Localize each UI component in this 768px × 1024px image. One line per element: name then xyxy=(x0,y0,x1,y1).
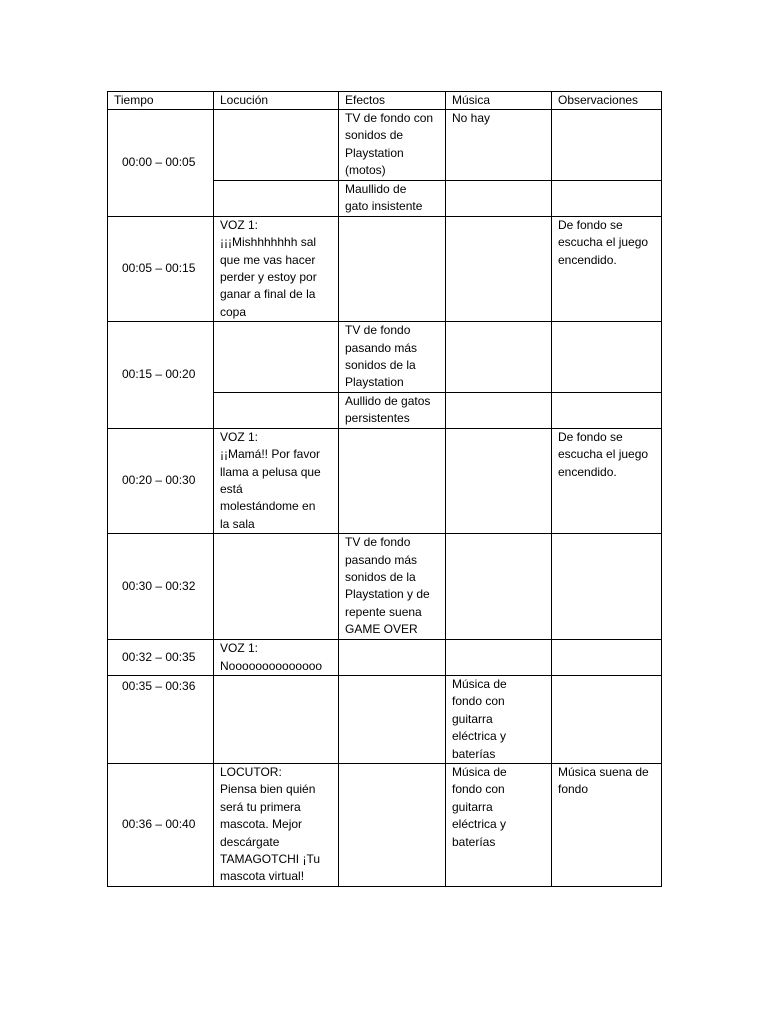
table-row xyxy=(108,640,662,676)
header-efectos: Efectos xyxy=(339,92,446,110)
cell-locucion: VOZ 1: Noooooooooooooo xyxy=(214,640,339,676)
cell-efectos: TV de fondo pasando más sonidos de la Playstation xyxy=(339,322,446,393)
cell-efectos xyxy=(339,675,446,763)
cell-observaciones: De fondo se escucha el juego encendido. xyxy=(552,216,662,321)
cell-observaciones: De fondo se escucha el juego encendido. xyxy=(552,428,662,533)
cell-efectos xyxy=(339,428,446,533)
table-row xyxy=(108,763,662,886)
cell-musica xyxy=(446,428,552,533)
cell-observaciones xyxy=(552,181,662,217)
cell-observaciones xyxy=(552,322,662,393)
cell-efectos: Maullido de gato insistente xyxy=(339,181,446,217)
cell-musica: Música de fondo con guitarra eléctrica y baterías xyxy=(446,763,552,886)
header-observaciones: Observaciones xyxy=(552,92,662,110)
header-tiempo: Tiempo xyxy=(108,92,214,110)
cell-musica xyxy=(446,392,552,428)
table-row xyxy=(108,534,662,640)
cell-tiempo: 00:35 – 00:36 xyxy=(108,675,214,763)
cell-observaciones xyxy=(552,640,662,676)
cell-observaciones: Música suena de fondo xyxy=(552,763,662,886)
cell-musica: No hay xyxy=(446,110,552,181)
cell-locucion xyxy=(214,322,339,393)
cell-musica xyxy=(446,640,552,676)
cell-musica xyxy=(446,181,552,217)
cell-musica: Música de fondo con guitarra eléctrica y baterías xyxy=(446,675,552,763)
cell-tiempo: 00:15 – 00:20 xyxy=(108,322,214,428)
cell-locucion: VOZ 1: ¡¡Mamá!! Por favor llama a pelusa que está molestándome en la sala xyxy=(214,428,339,533)
cell-locucion xyxy=(214,110,339,181)
cell-tiempo: 00:32 – 00:35 xyxy=(108,640,214,676)
header-locucion: Locución xyxy=(214,92,339,110)
table-row xyxy=(108,322,662,393)
cell-efectos: TV de fondo pasando más sonidos de la Playstation y de repente suena GAME OVER xyxy=(339,534,446,640)
header-musica: Música xyxy=(446,92,552,110)
cell-locucion: VOZ 1: ¡¡¡Mishhhhhhh sal que me vas hacer perder y estoy por ganar a final de la copa xyxy=(214,216,339,321)
cell-observaciones xyxy=(552,534,662,640)
cell-efectos xyxy=(339,763,446,886)
cell-locucion xyxy=(214,392,339,428)
cell-observaciones xyxy=(552,675,662,763)
table-row xyxy=(108,216,662,321)
table-row xyxy=(108,675,662,763)
script-table xyxy=(107,91,662,887)
cell-observaciones xyxy=(552,110,662,181)
cell-locucion: LOCUTOR: Piensa bien quién será tu primera mascota. Mejor descárgate TAMAGOTCHI ¡Tu mascota virtual! xyxy=(214,763,339,886)
table-row xyxy=(108,428,662,533)
cell-efectos: Aullido de gatos persistentes xyxy=(339,392,446,428)
cell-efectos xyxy=(339,216,446,321)
cell-tiempo: 00:30 – 00:32 xyxy=(108,534,214,640)
cell-locucion xyxy=(214,675,339,763)
cell-locucion xyxy=(214,181,339,217)
cell-tiempo: 00:00 – 00:05 xyxy=(108,110,214,217)
cell-tiempo: 00:05 – 00:15 xyxy=(108,216,214,321)
cell-musica xyxy=(446,322,552,393)
cell-efectos: TV de fondo con sonidos de Playstation (motos) xyxy=(339,110,446,181)
header-row xyxy=(108,92,662,110)
cell-tiempo: 00:20 – 00:30 xyxy=(108,428,214,533)
cell-musica xyxy=(446,534,552,640)
cell-observaciones xyxy=(552,392,662,428)
cell-tiempo: 00:36 – 00:40 xyxy=(108,763,214,886)
table-row xyxy=(108,110,662,181)
cell-efectos xyxy=(339,640,446,676)
cell-locucion xyxy=(214,534,339,640)
cell-musica xyxy=(446,216,552,321)
